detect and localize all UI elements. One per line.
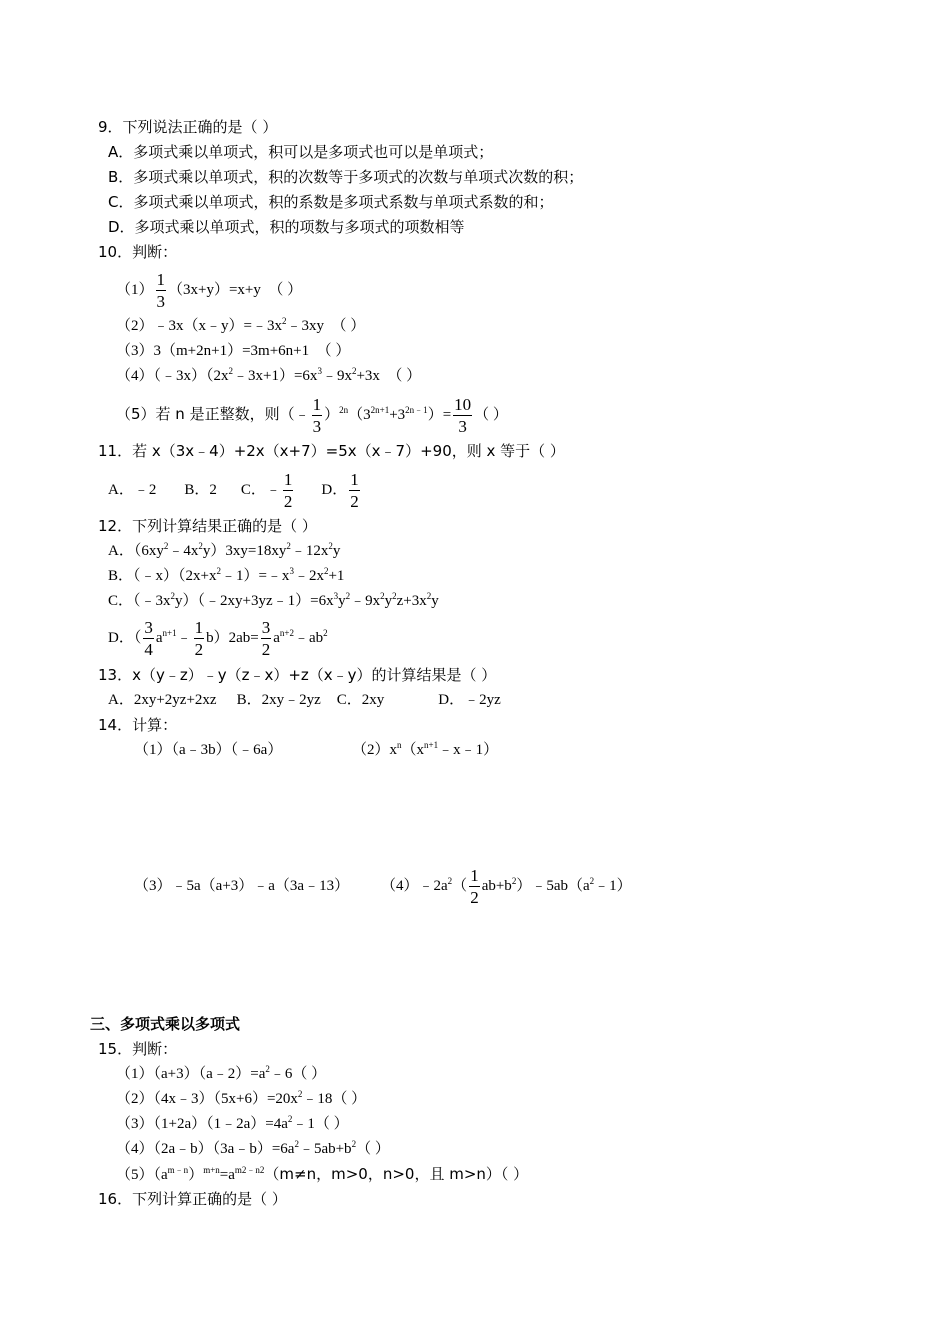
text: ﹣9x <box>350 593 381 609</box>
text: （x <box>401 742 425 758</box>
text: （2）﹣3x（x﹣y）=﹣3x <box>116 318 282 334</box>
section-heading: 三、多项式乘以多项式 <box>90 1015 241 1033</box>
exponent: 2 <box>447 876 453 886</box>
text: ﹣6（ ） <box>269 1066 327 1082</box>
text: （ ） <box>356 1141 390 1157</box>
q11-option-d: D． <box>321 482 348 498</box>
numerator: 3 <box>261 618 271 638</box>
fraction <box>453 396 472 435</box>
text: （4）（﹣3x）（2x <box>116 368 229 384</box>
fraction <box>283 471 294 510</box>
text: ab+b <box>481 878 512 894</box>
denominator: 2 <box>194 640 204 660</box>
q14-part-3: （3）﹣5a（a+3）﹣a（3a﹣13） <box>134 878 350 894</box>
exponent: m+n <box>203 1165 220 1175</box>
text: y）（﹣2xy+3yz﹣1）=6x <box>175 593 334 609</box>
q10-item-5 <box>116 390 508 438</box>
q13-options <box>108 690 501 710</box>
exponent: 2 <box>380 591 385 601</box>
exponent: 2n+1 <box>370 405 390 415</box>
exponent: 3 <box>317 366 322 376</box>
text: ）= <box>427 407 452 423</box>
numerator: 1 <box>312 395 322 415</box>
text: +3 <box>389 407 406 423</box>
exponent: 2 <box>426 591 432 601</box>
exponent: 2n <box>339 405 349 415</box>
exponent: 2 <box>216 566 221 576</box>
text: +1 <box>328 568 345 584</box>
text: ﹣3xy （ ） <box>286 318 366 334</box>
exponent: n+1 <box>162 628 177 638</box>
q12-option-b <box>108 566 344 586</box>
text: y <box>338 593 346 609</box>
exponent: 2 <box>351 1139 357 1149</box>
text: ﹣ <box>176 630 192 646</box>
text: y <box>431 593 439 609</box>
exponent: 2 <box>198 541 203 551</box>
text: ﹣9x <box>321 368 352 384</box>
q10-item-1-rest: （3x+y）=x+y （ ） <box>168 282 303 298</box>
exponent: 2 <box>281 316 287 326</box>
denominator: 3 <box>156 292 166 312</box>
exponent: 2 <box>351 366 357 376</box>
exponent: 2 <box>228 366 234 376</box>
exponent: n+2 <box>279 628 294 638</box>
q13-option-b: B．2xy﹣2yz <box>236 692 321 708</box>
text: ﹣12x <box>290 543 329 559</box>
text: （4）﹣2a <box>381 878 448 894</box>
q10-item-3: （3）3（m+2n+1）=3m+6n+1 （ ） <box>116 343 351 359</box>
text: =a <box>219 1167 235 1183</box>
q10-item-1 <box>116 266 302 314</box>
exponent: 2 <box>170 591 176 601</box>
exponent: 2 <box>265 1064 270 1074</box>
q10-item-1-label: （1） <box>116 282 154 298</box>
numerator: 10 <box>454 395 472 415</box>
denominator: 2 <box>261 640 271 660</box>
text: A．（6xy <box>108 543 164 559</box>
q11-option-c: C．﹣ <box>240 482 281 498</box>
denominator: 3 <box>458 417 467 437</box>
q9-stem: 9．下列说法正确的是（ ） <box>98 118 278 136</box>
text: ﹣1） <box>594 878 632 894</box>
q10-item-4 <box>116 366 421 386</box>
denominator: 2 <box>350 492 359 512</box>
q9-option-b: B．多项式乘以单项式，积的次数等于多项式的次数与单项式次数的积； <box>108 168 584 186</box>
text: a <box>155 630 163 646</box>
denominator: 2 <box>283 492 293 512</box>
exponent: 2 <box>345 591 351 601</box>
text: ﹣4x <box>168 543 199 559</box>
exponent: m2﹣n2 <box>234 1165 265 1175</box>
denominator: 3 <box>312 417 322 437</box>
exponent: 2 <box>294 1139 299 1149</box>
exponent: 2n﹣1 <box>405 405 428 415</box>
fraction <box>143 619 154 658</box>
text: （2）（4x﹣3）（5x+6）=20x <box>116 1091 298 1107</box>
text: （ ） <box>474 407 508 423</box>
exponent: 2 <box>297 1089 303 1099</box>
q11-option-a: A．﹣2 <box>108 482 157 498</box>
text: y <box>332 543 341 559</box>
text: ﹣x﹣1） <box>438 742 499 758</box>
q12-option-c <box>108 591 439 611</box>
exponent: 2 <box>286 541 291 551</box>
fraction <box>156 271 167 310</box>
text: （1）（a+3）（a﹣2）=a <box>116 1066 266 1082</box>
q14-part-1: （1）（a﹣3b）（﹣6a） <box>134 742 283 758</box>
text: （m≠n，m>0，n>0，且 m>n）（ ） <box>264 1165 529 1183</box>
text: （4）（2a﹣b）（3a﹣b）=6a <box>116 1141 295 1157</box>
text: ﹣5ab+b <box>298 1141 352 1157</box>
q9-option-a: A．多项式乘以单项式，积可以是多项式也可以是单项式； <box>108 143 494 161</box>
fraction <box>261 619 272 658</box>
text: ﹣1（ ） <box>292 1116 349 1132</box>
text: D．（ <box>108 630 142 646</box>
q16-stem: 16．下列计算正确的是（ ） <box>98 1190 287 1208</box>
exponent: 2 <box>392 591 397 601</box>
q11-option-b: B．2 <box>184 482 217 498</box>
text: ）﹣5ab（a <box>516 878 590 894</box>
exponent: 2 <box>323 566 329 576</box>
q13-stem: 13．x（y﹣z）﹣y（z﹣x）+z（x﹣y）的计算结果是（ ） <box>98 666 497 684</box>
fraction <box>194 619 205 658</box>
exponent: 2 <box>163 541 169 551</box>
q14-stem: 14．计算： <box>98 716 178 734</box>
fraction <box>349 471 360 510</box>
text: （3 <box>348 407 371 423</box>
numerator: 1 <box>283 470 293 490</box>
q13-option-d: D．﹣2yz <box>438 692 501 708</box>
q10-item-2 <box>116 316 365 336</box>
text: （ <box>452 878 468 894</box>
text: +3x （ ） <box>356 368 422 384</box>
text: （2）x <box>352 742 398 758</box>
text: ） <box>188 1167 204 1183</box>
text: ） <box>324 407 340 423</box>
text: C．（﹣3x <box>108 593 171 609</box>
q12-option-d <box>108 614 328 662</box>
q12-option-a <box>108 541 340 561</box>
q11-stem: 11．若 x（3x﹣4）+2x（x+7）=5x（x﹣7）+90，则 x 等于（ ） <box>98 442 565 460</box>
text: ﹣1）=﹣x <box>220 568 290 584</box>
q11-options <box>108 466 362 514</box>
text: ﹣ab <box>293 630 324 646</box>
exponent: n+1 <box>424 740 439 750</box>
numerator: 1 <box>194 618 204 638</box>
numerator: 3 <box>144 618 153 638</box>
text: （3）（1+2a）（1﹣2a）=4a <box>116 1116 288 1132</box>
text: （5）若 n 是正整数，则（﹣ <box>116 405 310 423</box>
q13-option-c: C．2xy <box>336 692 385 708</box>
q13-option-a: A．2xy+2yz+2xz <box>108 692 217 708</box>
exponent: 2 <box>287 1114 293 1124</box>
q9-option-d: D．多项式乘以单项式，积的项数与多项式的项数相等 <box>108 218 465 236</box>
fraction <box>312 396 323 435</box>
numerator: 1 <box>350 470 359 490</box>
denominator: 4 <box>144 640 153 660</box>
q15-item-1 <box>116 1064 326 1084</box>
q15-item-5 <box>116 1164 528 1184</box>
exponent: 3 <box>333 591 339 601</box>
text: z+3x <box>396 593 427 609</box>
numerator: 1 <box>470 866 479 886</box>
exponent: 2 <box>323 628 328 638</box>
exponent: 2 <box>589 876 595 886</box>
text: b）2ab= <box>206 630 259 646</box>
exponent: n <box>397 740 402 750</box>
text: B．（﹣x）（2x+x <box>108 568 217 584</box>
fraction <box>469 867 480 906</box>
denominator: 2 <box>470 888 479 908</box>
q14-part-2 <box>352 740 498 760</box>
q9-option-c: C．多项式乘以单项式，积的系数是多项式系数与单项式系数的和； <box>108 193 554 211</box>
q15-item-3 <box>116 1114 349 1134</box>
exponent: 2 <box>328 541 333 551</box>
text: ﹣3x+1）=6x <box>233 368 318 384</box>
text: ﹣18（ ） <box>302 1091 367 1107</box>
text: y）3xy=18xy <box>202 543 287 559</box>
exponent: 3 <box>289 566 294 576</box>
text: （5）（a <box>116 1167 168 1183</box>
q14-part-4 <box>381 862 632 910</box>
exponent: m﹣n <box>167 1165 189 1175</box>
q15-item-4 <box>116 1139 390 1159</box>
q15-item-2 <box>116 1089 366 1109</box>
q15-stem: 15．判断： <box>98 1040 178 1058</box>
text: a <box>273 630 280 646</box>
text: ﹣2x <box>293 568 324 584</box>
q12-stem: 12．下列计算结果正确的是（ ） <box>98 517 317 535</box>
q10-stem: 10．判断： <box>98 243 178 261</box>
numerator: 1 <box>156 270 166 290</box>
text: y <box>384 593 393 609</box>
exponent: 2 <box>511 876 517 886</box>
